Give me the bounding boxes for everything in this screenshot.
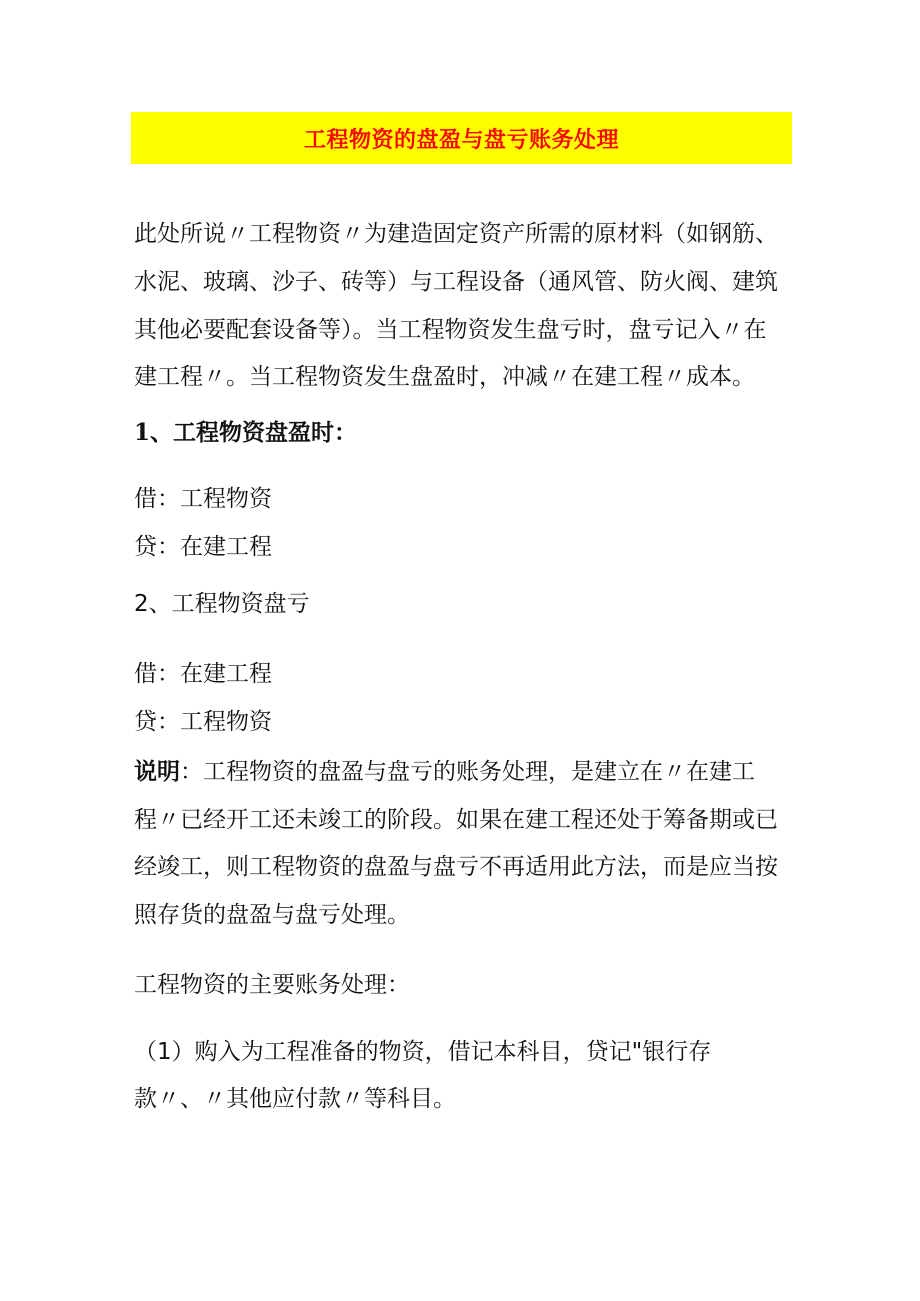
intro-line-2: 水泥、玻璃、沙子、砖等）与工程设备（通风管、防火阀、建筑 (134, 269, 778, 295)
section-1-number: 1 (134, 419, 151, 446)
intro-line-3: 其他必要配套设备等）。当工程物资发生盘亏时，盘亏记入〃在 (134, 317, 767, 343)
note-line-3: 经竣工，则工程物资的盘盈与盘亏不再适用此方法，而是应当按 (134, 854, 778, 880)
note-line-4: 照存货的盘盈与盘亏处理。 (134, 902, 410, 928)
section-2-heading: 2、工程物资盘亏 (134, 591, 310, 617)
note-line-2: 程〃已经开工还未竣工的阶段。如果在建工程还处于筹备期或已 (134, 807, 778, 833)
section-1-debit: 借：工程物资 (134, 486, 272, 512)
main-entries-heading: 工程物资的主要账务处理： (134, 972, 410, 998)
item-1-line-1: （1）购入为工程准备的物资，借记本科目，贷记"银行存 (134, 1039, 712, 1065)
note-first-line-text: ：工程物资的盘盈与盘亏的账务处理，是建立在〃在建工 (180, 759, 755, 785)
section-1-heading (134, 418, 357, 448)
section-2-debit: 借：在建工程 (134, 661, 272, 687)
section-1-credit: 贷：在建工程 (134, 534, 272, 560)
note-label: 说明 (134, 759, 180, 785)
section-1-heading-text: 、工程物资盘盈时： (150, 420, 358, 446)
title-banner (131, 112, 792, 164)
page-title: 工程物资的盘盈与盘亏账务处理 (303, 127, 619, 153)
intro-line-4: 建工程〃。当工程物资发生盘盈时，冲减〃在建工程〃成本。 (134, 364, 755, 390)
intro-line-1: 此处所说〃工程物资〃为建造固定资产所需的原材料（如钢筋、 (134, 221, 778, 247)
note-line-1 (134, 757, 755, 787)
item-1-line-2: 款〃、〃其他应付款〃等科目。 (134, 1086, 456, 1112)
section-2-credit: 贷：工程物资 (134, 709, 272, 735)
